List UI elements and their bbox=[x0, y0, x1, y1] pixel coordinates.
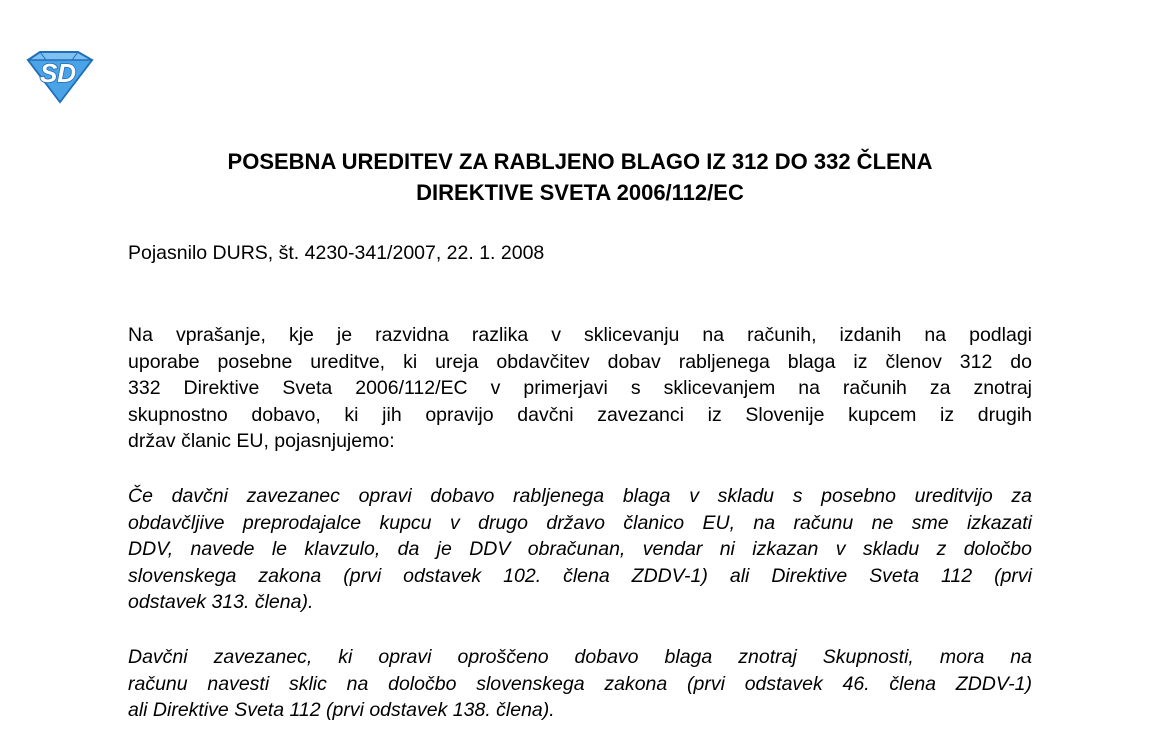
text-line: Če davčni zavezanec opravi dobavo rabljenega blaga v skladu s posebno ureditvijo za bbox=[128, 485, 1032, 507]
text-line: slovenskega zakona (prvi odstavek 102. člena ZDDV-1) ali Direktive Sveta 112 (prvi bbox=[128, 564, 1032, 587]
logo-lettering: SD bbox=[39, 58, 77, 88]
text-line: Na vprašanje, kje je razvidna razlika v sklicevanju na računih, izdanih na podlagi bbox=[128, 324, 1032, 346]
paragraph-question bbox=[128, 322, 1032, 455]
text-line: uporabe posebne ureditve, ki ureja obdavčitev dobav rabljenega blaga iz členov 312 do bbox=[128, 350, 1032, 373]
text-line: računu navesti sklic na določbo slovenskega zakona (prvi odstavek 46. člena ZDDV-1) bbox=[128, 672, 1032, 695]
text-line: Davčni zavezanec, ki opravi oproščeno dobavo blaga znotraj Skupnosti, mora na bbox=[128, 646, 1032, 668]
text-line: DDV, navede le klavzulo, da je DDV obračunan, vendar ni izkazan v skladu z določbo bbox=[128, 538, 1032, 561]
text-line: obdavčljive preprodajalce kupcu v drugo državo članico EU, na računu ne sme izkazati bbox=[128, 511, 1032, 534]
paragraph-answer-exempt-supply bbox=[128, 644, 1032, 724]
text-line: odstavek 313. člena). bbox=[128, 591, 314, 614]
title-line: DIREKTIVE SVETA 2006/112/EC bbox=[416, 180, 744, 205]
sd-diamond-logo-icon bbox=[22, 50, 96, 104]
page-title bbox=[110, 146, 1050, 208]
source-reference: Pojasnilo DURS, št. 4230-341/2007, 22. 1. 2008 bbox=[128, 242, 545, 264]
text-line: 332 Direktive Sveta 2006/112/EC v primerjavi s sklicevanjem na računih za znotraj bbox=[128, 377, 1032, 400]
title-line: POSEBNA UREDITEV ZA RABLJENO BLAGO IZ 312 DO 332 ČLENA bbox=[227, 149, 933, 174]
text-line: držav članic EU, pojasnjujemo: bbox=[128, 430, 395, 453]
text-line: skupnostno dobavo, ki jih opravijo davčni zavezanci iz Slovenije kupcem iz drugih bbox=[128, 403, 1032, 426]
text-line: ali Direktive Sveta 112 (prvi odstavek 138. člena). bbox=[128, 699, 555, 722]
paragraph-answer-used-goods bbox=[128, 483, 1032, 616]
